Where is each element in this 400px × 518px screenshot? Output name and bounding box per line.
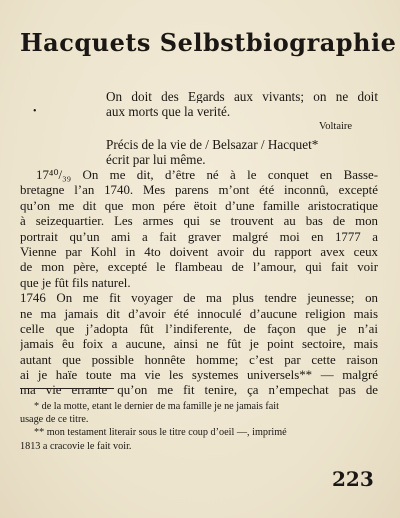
footnote-line: usage de ce titre. [20, 414, 89, 426]
subtitle-line: écrit par lui même. [106, 152, 206, 167]
page-number: 223 [332, 467, 374, 491]
body-line: jamais êu foix a aucune, ainsi ne fût je point sectoire, mais [20, 337, 378, 352]
margin-mark: • [33, 106, 37, 117]
body-text [20, 168, 378, 399]
body-line: qu’on me dit que mon pére ëtoit d’une famille aristocratique [20, 198, 378, 213]
footnotes [20, 400, 378, 453]
subtitle-line: Précis de la vie de / Belsazar / Hacquet* [106, 137, 319, 152]
footnote-line: ** mon testament literair sous le titre coup d’oeil —, imprimé [34, 427, 287, 439]
body-line: ma vie errante qu’on me fit tenire, ça n’empechat pas de [20, 383, 378, 398]
body-line: ai je haïe toute ma vie les systemes universels** — malgré [20, 368, 378, 383]
epigraph-line: On doit des Egards aux vivants; on ne doit [106, 89, 378, 104]
body-line: 17⁴⁰/₃₉ On me dit, d’être né à le conquet en Basse- [36, 168, 378, 182]
footnote-line: * de la motte, etant le dernier de ma famille je ne jamais fait [34, 401, 279, 412]
epigraph-author: Voltaire [319, 121, 353, 132]
body-line: bretagne l’an 1740. Mes parens m’ont été inconnû, excepté [20, 183, 378, 198]
body-line: Vienne par Kohl in 4to doivent avoir du rapport avex ceux [20, 244, 378, 259]
body-line: de mon père, excepté le flambeau de l’amour, qui fait voir [20, 260, 378, 275]
body-line: celle que j’adopta fût l’indiferente, de façon que je n’ai [20, 321, 378, 336]
subtitle [106, 136, 378, 167]
footnote-line: 1813 a cracovie le fait voir. [20, 440, 132, 452]
body-line: portrait qu’un ami a fait graver malgré moi en 1777 a [20, 229, 378, 244]
body-line: 1746 On me fit voyager de ma plus tendre jeunesse; on [20, 291, 378, 306]
epigraph-line: aux morts que la verité. [106, 104, 231, 119]
page-title: Hacquets Selbstbiographie [20, 28, 397, 57]
body-line: ne ma jamais dit d’avoir été innoculé d’aucune religion mais [20, 306, 378, 321]
body-line: à seizequartier. Les armes qui se trouvent au bas de mon [20, 214, 378, 229]
body-line: que je fût fils naturel. [20, 275, 131, 290]
body-line: autant que possible honnête homme; c’est par cette raison [20, 352, 378, 367]
epigraph [106, 88, 378, 119]
footnote-divider [20, 388, 114, 389]
